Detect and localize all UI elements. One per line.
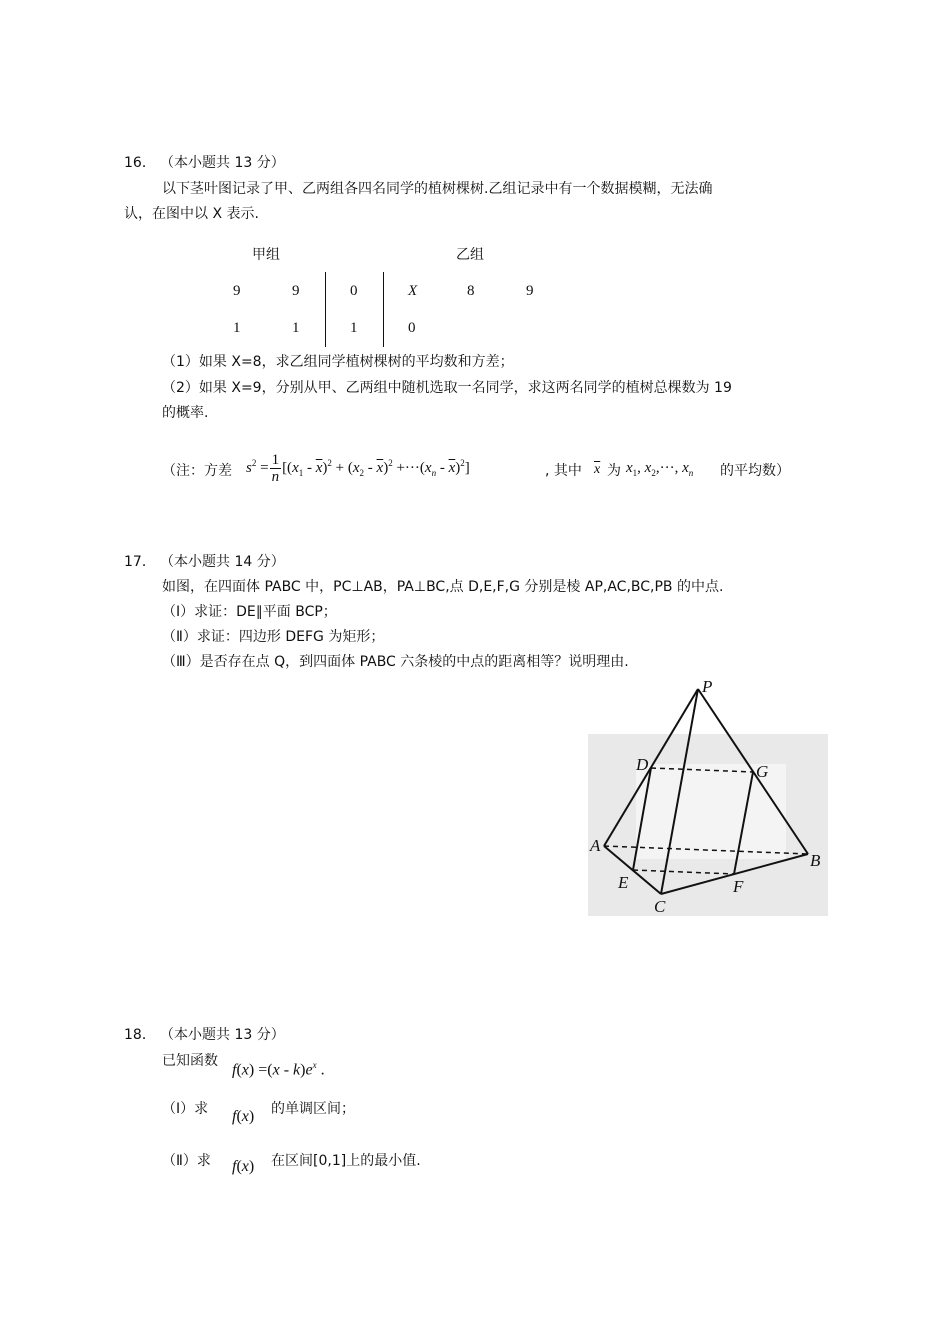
stemleaf-right-leaf: 0 bbox=[408, 320, 416, 336]
stemleaf-divider-left bbox=[325, 272, 326, 347]
q17-part1: （Ⅰ）求证：DE∥平面 BCP； bbox=[162, 604, 337, 620]
stemleaf-right-leaf: 8 bbox=[467, 283, 475, 299]
q18-intro: 已知函数 bbox=[162, 1053, 218, 1069]
q18-part2-prefix: （Ⅱ）求 bbox=[162, 1153, 211, 1169]
function-symbol: f(x) bbox=[232, 1108, 255, 1125]
label-E: E bbox=[618, 873, 629, 892]
label-G: G bbox=[756, 762, 769, 781]
stemleaf-stem: 1 bbox=[350, 320, 358, 336]
label-P: P bbox=[702, 677, 713, 696]
stemleaf-right-leaf: 9 bbox=[526, 283, 534, 299]
stemleaf-left-leaf: 9 bbox=[292, 283, 300, 299]
function-definition: $f(x) =(x - k)e^x$ . bbox=[232, 1060, 325, 1079]
variance-formula: $s^2$ = $\frac{1}{n}$ $[(x_1 - \overline{x})^2 + (x_2 - \overline{x})^2 +\cdot\cdot\cdot(x_n - \overline{x})^2]$ bbox=[246, 452, 470, 485]
note-suffix: 的平均数） bbox=[720, 463, 790, 479]
stemleaf-left-label: 甲组 bbox=[252, 247, 280, 263]
stemleaf-divider-right bbox=[383, 272, 384, 347]
q16-part2-line1: （2）如果 X=9，分别从甲、乙两组中随机选取一名同学，求这两名同学的植树总棵数为 19 bbox=[162, 380, 732, 396]
q17-part3: （Ⅲ）是否存在点 Q，到四面体 PABC 六条棱的中点的距离相等？说明理由. bbox=[162, 654, 629, 670]
q17-score: （本小题共 14 分） bbox=[160, 554, 285, 570]
note-prefix: （注：方差 bbox=[162, 463, 232, 479]
stemleaf-left-leaf: 9 bbox=[233, 283, 241, 299]
mean-symbol: $\overline{x}$ bbox=[594, 462, 601, 477]
stemleaf-right-label: 乙组 bbox=[456, 247, 484, 263]
function-symbol: f(x) bbox=[232, 1158, 255, 1175]
tetrahedron-figure bbox=[586, 674, 832, 918]
label-A: A bbox=[590, 836, 601, 855]
q16-intro-line1: 以下茎叶图记录了甲、乙两组各四名同学的植树棵树.乙组记录中有一个数据模糊，无法确 bbox=[162, 181, 713, 197]
q18-score: （本小题共 13 分） bbox=[160, 1027, 285, 1043]
q18-part2-suffix: 在区间[0,1]上的最小值. bbox=[271, 1153, 421, 1169]
label-C: C bbox=[654, 897, 666, 916]
note-mid: , 其中 bbox=[545, 463, 582, 479]
label-D: D bbox=[636, 755, 649, 774]
q16-part1: （1）如果 X=8，求乙组同学植树棵树的平均数和方差； bbox=[162, 354, 514, 370]
q17-intro: 如图，在四面体 PABC 中，PC⊥AB，PA⊥BC,点 D,E,F,G 分别是棱 AP,AC,BC,PB 的中点. bbox=[162, 579, 724, 595]
stemleaf-left-leaf: 1 bbox=[233, 320, 241, 336]
stemleaf-right-leaf: X bbox=[408, 283, 418, 299]
label-F: F bbox=[733, 877, 744, 896]
q16-part2-line2: 的概率. bbox=[162, 405, 209, 421]
stemleaf-left-leaf: 1 bbox=[292, 320, 300, 336]
q16-score: （本小题共 13 分） bbox=[160, 155, 285, 171]
note-mid2: 为 bbox=[607, 463, 621, 479]
label-B: B bbox=[810, 851, 821, 870]
stemleaf-stem: 0 bbox=[350, 283, 358, 299]
q18-part1-suffix: 的单调区间； bbox=[271, 1101, 355, 1117]
q18-number: 18． bbox=[124, 1027, 156, 1043]
q17-part2: （Ⅱ）求证：四边形 DEFG 为矩形； bbox=[162, 629, 385, 645]
q17-number: 17． bbox=[124, 554, 156, 570]
q16-intro-line2: 认，在图中以 X 表示. bbox=[124, 206, 259, 222]
q18-part1-prefix: （Ⅰ）求 bbox=[162, 1101, 209, 1117]
q16-number: 16． bbox=[124, 155, 156, 171]
sample-list: $x_1$, $x_2,\cdot\cdot\cdot$, $x_n$ bbox=[626, 460, 694, 478]
